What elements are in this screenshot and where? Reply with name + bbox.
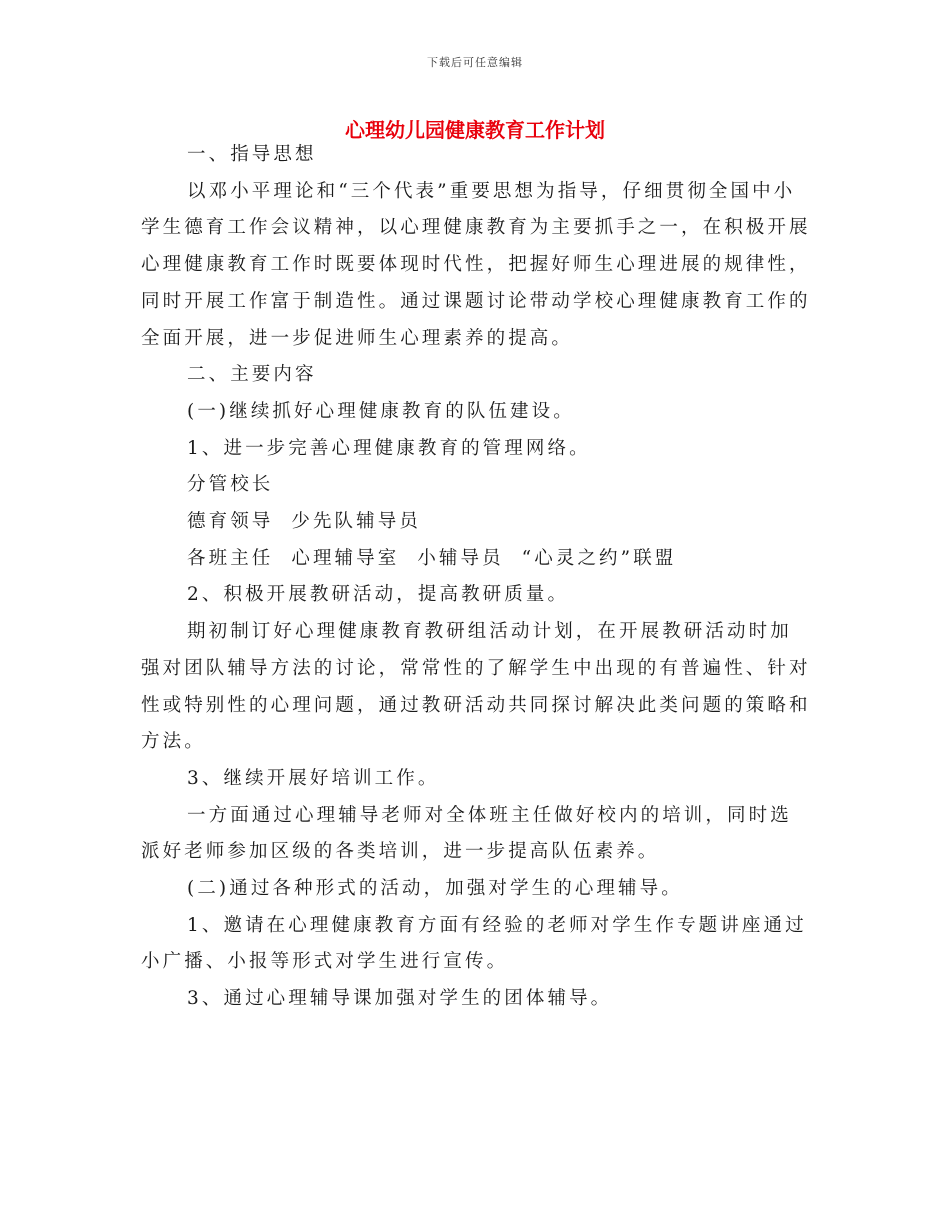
item-teaching-research: 2、积极开展教研活动，提高教研质量。 <box>187 584 570 606</box>
document-title: 心理幼儿园健康教育工作计划 <box>345 118 605 142</box>
item-group-guidance: 3、通过心理辅导课加强对学生的团体辅导。 <box>187 988 613 1010</box>
item-lectures: 1、邀请在心理健康教育方面有经验的老师对学生作专题讲座通过小广播、小报等形式对学生进行宣传。 <box>141 914 807 973</box>
network-line-moral-leaders: 德育领导 少先队辅导员 <box>187 511 421 533</box>
paragraph-teaching-research: 期初制订好心理健康教育教研组活动计划，在开展教研活动时加强对团队辅导方法的讨论，常常性的了解学生中出现的有普遍性、针对性或特别性的心理问题，通过教研活动共同探讨解决此类问题的策略和方法。 <box>141 621 811 753</box>
subsection-student-guidance: (二)通过各种形式的活动，加强对学生的心理辅导。 <box>187 878 683 900</box>
page-header-note: 下载后可任意编辑 <box>427 56 523 69</box>
item-training-work: 3、继续开展好培训工作。 <box>187 767 440 789</box>
network-line-class-teachers: 各班主任 心理辅导室 小辅导员 “心灵之约”联盟 <box>187 547 677 569</box>
section-heading-main-content: 二、主要内容 <box>187 364 317 386</box>
section-heading-guiding-ideology: 一、指导思想 <box>187 144 317 165</box>
paragraph-training-work: 一方面通过心理辅导老师对全体班主任做好校内的培训，同时选派好老师参加区级的各类培训，进一步提高队伍素养。 <box>141 804 792 863</box>
paragraph-guiding-ideology: 以邓小平理论和“三个代表”重要思想为指导，仔细贯彻全国中小学生德育工作会议精神，以心理健康教育为主要抓手之一，在积极开展心理健康教育工作时既要体现时代性，把握好师生心理进展的规律性，同时开展工作富于制造性。通过课题讨论带动学校心理健康教育工作的全面开展，进一步促进师生心理素养的提高。 <box>141 180 811 349</box>
subsection-team-building: (一)继续抓好心理健康教育的队伍建设。 <box>187 400 575 422</box>
item-management-network: 1、进一步完善心理健康教育的管理网络。 <box>187 437 591 459</box>
network-line-principal: 分管校长 <box>187 474 274 496</box>
document-body <box>141 137 811 1018</box>
